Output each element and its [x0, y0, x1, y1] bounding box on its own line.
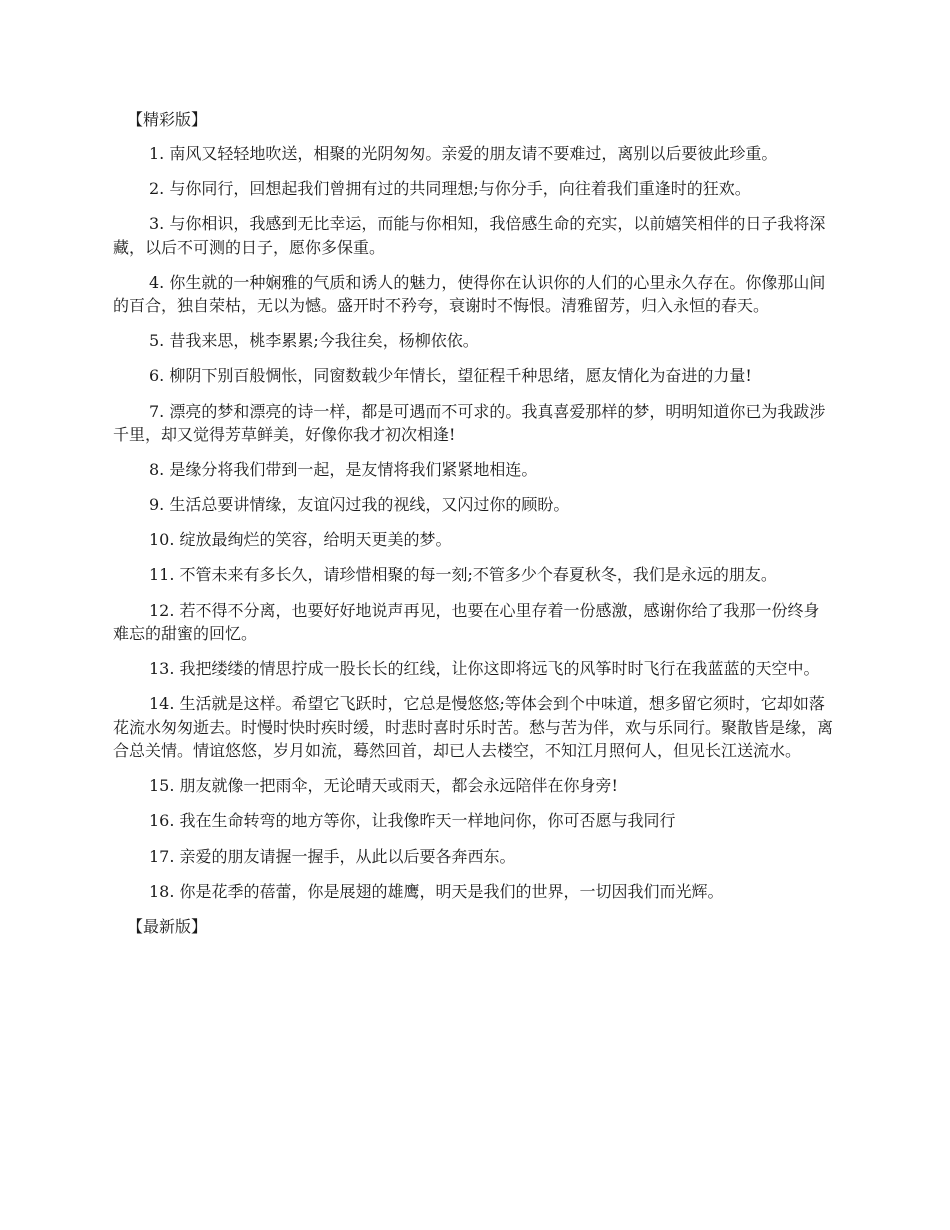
paragraph-12: 12. 若不得不分离，也要好好地说声再见，也要在心里存着一份感激，感谢你给了我那一份终身难忘的甜蜜的回忆。	[113, 600, 820, 644]
section-heading-latest: 【最新版】	[127, 916, 208, 936]
document-page	[113, 108, 835, 949]
paragraph-9: 9. 生活总要讲情缘，友谊闪过我的视线，又闪过你的顾盼。	[149, 495, 570, 515]
paragraph-8: 8. 是缘分将我们带到一起，是友情将我们紧紧地相连。	[149, 460, 538, 480]
paragraph-17: 17. 亲爱的朋友请握一握手，从此以后要各奔西东。	[149, 846, 516, 866]
paragraph-2: 2. 与你同行，回想起我们曾拥有过的共同理想;与你分手，向往着我们重逢时的狂欢。	[149, 179, 751, 199]
paragraph-1: 1. 南风又轻轻地吹送，相聚的光阴匆匆。亲爱的朋友请不要难过，离别以后要彼此珍重。	[149, 144, 778, 163]
paragraph-10: 10. 绽放最绚烂的笑容，给明天更美的梦。	[149, 530, 452, 550]
paragraph-3: 3. 与你相识，我感到无比幸运，而能与你相知，我倍感生命的充实，以前嬉笑相伴的日子我将深藏，以后不可测的日子，愿你多保重。	[113, 214, 826, 257]
paragraph-6: 6. 柳阴下别百般惆怅，同窗数载少年情长，望征程千种思绪，愿友情化为奋进的力量!	[149, 366, 752, 386]
paragraph-11: 11. 不管未来有多长久，请珍惜相聚的每一刻;不管多少个春夏秋冬，我们是永远的朋友。	[149, 565, 777, 585]
paragraph-16: 16. 我在生命转弯的地方等你，让我像昨天一样地问你，你可否愿与我同行	[149, 811, 676, 831]
paragraph-14: 14. 生活就是这样。希望它飞跃时，它总是慢悠悠;等体会到个中味道，想多留它须时，它却如落花流水匆匆逝去。时慢时快时疾时缓，时悲时喜时乐时苦。愁与苦为伴，欢与乐同行。聚散皆是缘，离合总关情。情谊悠悠，岁月如流，蓦然回首，却已人去楼空，不知江月照何人，但见长江送流水。	[113, 694, 834, 761]
paragraph-5: 5. 昔我来思，桃李累累;今我往矣，杨柳依依。	[149, 331, 479, 351]
paragraph-4: 4. 你生就的一种娴雅的气质和诱人的魅力，使得你在认识你的人们的心里永久存在。你像那山间的百合，独自荣枯，无以为憾。盛开时不矜夸，衰谢时不悔恨。清雅留芳，归入永恒的春天。	[113, 272, 826, 316]
paragraph-18: 18. 你是花季的蓓蕾，你是展翅的雄鹰，明天是我们的世界，一切因我们而光辉。	[149, 881, 724, 901]
section-heading-featured: 【精彩版】	[127, 110, 208, 129]
paragraph-13: 13. 我把缕缕的情思拧成一股长长的红线，让你这即将远飞的风筝时时飞行在我蓝蓝的天空中。	[149, 659, 820, 679]
paragraph-7: 7. 漂亮的梦和漂亮的诗一样，都是可遇而不可求的。我真喜爱那样的梦，明明知道你已为我跋涉千里，却又觉得芳草鲜美，好像你我才初次相逢!	[113, 401, 826, 445]
paragraph-15: 15. 朋友就像一把雨伞，无论晴天或雨天，都会永远陪伴在你身旁!	[149, 776, 618, 796]
